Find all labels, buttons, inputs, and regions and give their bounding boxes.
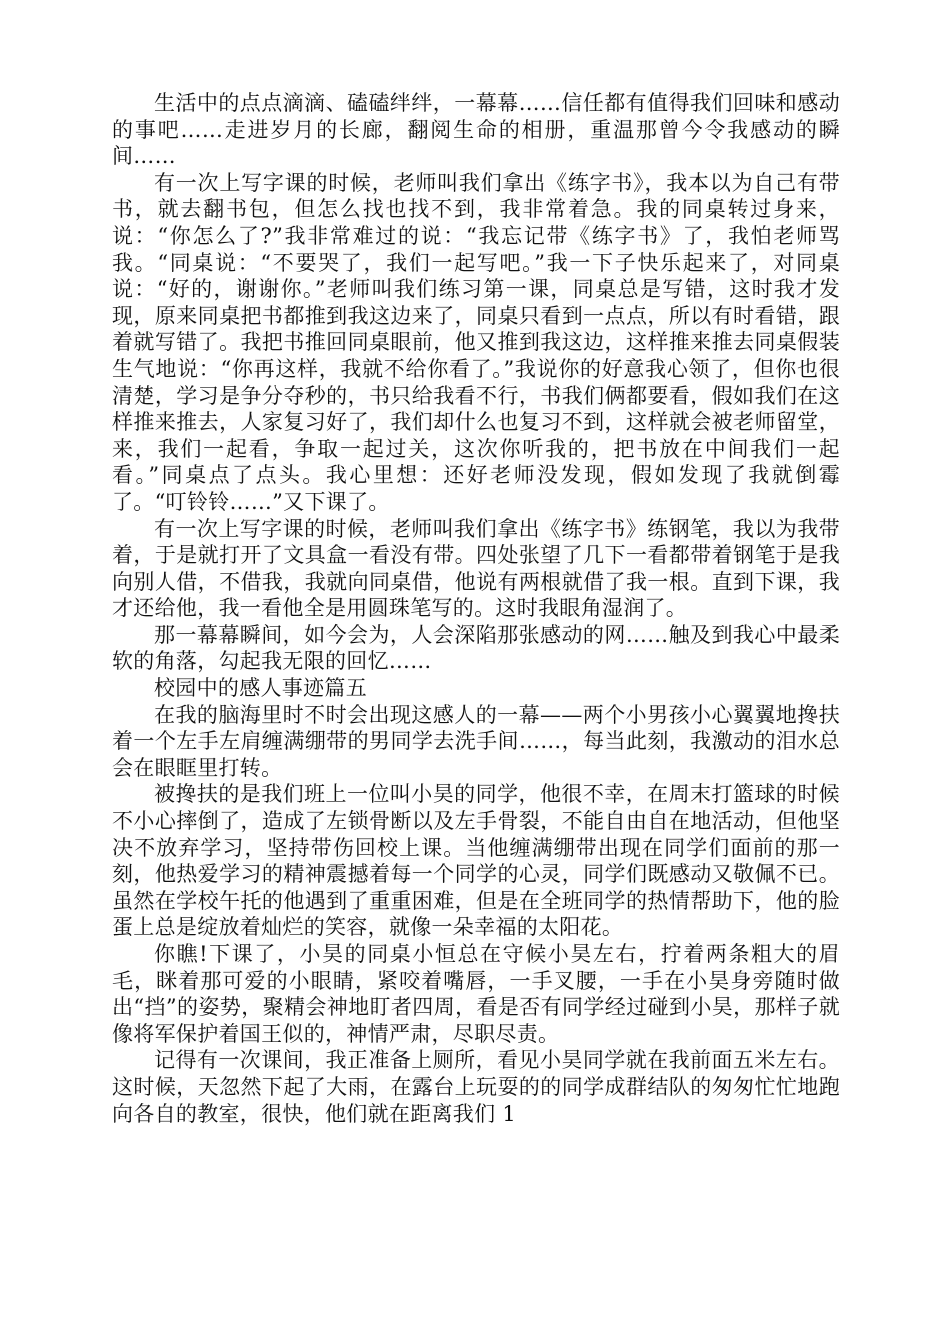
section-paragraph-2: 被搀扶的是我们班上一位叫小昊的同学，他很不幸，在周末打篮球的时候不小心摔倒了，造成了左锁骨断以及左手骨裂，不能自由自在地活动，但他坚决不放弃学习，坚持带伤回校上课。当他缠满绷带出现在同学们面前的那一刻，他热爱学习的精神震撼着每一个同学的心灵，同学们既感动又敬佩不已。虽然在学校午托的他遇到了重重困难，但是在全班同学的热情帮助下，他的脸蛋上总是绽放着灿烂的笑容，就像一朵幸福的太阳花。 <box>112 782 840 940</box>
document-page <box>112 90 840 1127</box>
section-heading: 校园中的感人事迹篇五 <box>154 676 367 701</box>
section-paragraph-1: 在我的脑海里时不时会出现这感人的一幕——两个小男孩小心翼翼地搀扶着一个左手左肩缠满绷带的男同学去洗手间……，每当此刻，我激动的泪水总会在眼眶里打转。 <box>112 702 840 780</box>
closing-paragraph: 那一幕幕瞬间，如今会为，人会深陷那张感动的网……触及到我心中最柔软的角落，勾起我无限的回忆…… <box>112 622 840 674</box>
story-paragraph-1: 有一次上写字课的时候，老师叫我们拿出《练字书》，我本以为自己有带书，就去翻书包，但怎么找也找不到，我非常着急。我的同桌转过身来，说：“你怎么了?”我非常难过的说：“我忘记带《练字书》了，我怕老师骂我。“同桌说：“不要哭了，我们一起写吧。”我一下子快乐起来了，对同桌说：“好的，谢谢你。”老师叫我们练习第一课，同桌总是写错，这时我才发现，原来同桌把书都推到我这边来了，同桌只看到一点点，所以有时看错，跟着就写错了。我把书推回同桌眼前，他又推到我这边，这样推来推去同桌假装生气地说：“你再这样，我就不给你看了。”我说你的好意我心领了，但你也很清楚，学习是争分夺秒的，书只给我看不行，书我们俩都要看，假如我们在这样推来推去，人家复习好了，我们却什么也复习不到，这样就会被老师留堂，来，我们一起看，争取一起过关，这次你听我的，把书放在中间我们一起看。”同桌点了点头。我心里想：还好老师没发现，假如发现了我就倒霉了。“叮铃铃……”又下课了。 <box>112 170 840 514</box>
story-paragraph-2: 有一次上写字课的时候，老师叫我们拿出《练字书》练钢笔，我以为我带着，于是就打开了文具盒一看没有带。四处张望了几下一看都带着钢笔于是我向别人借，不借我，我就向同桌借，他说有两根就借了我一根。直到下课，我才还给他，我一看他全是用圆珠笔写的。这时我眼角湿润了。 <box>112 516 840 621</box>
section-paragraph-3: 你瞧!下课了，小昊的同桌小恒总在守候小昊左右，拧着两条粗大的眉毛，眯着那可爱的小眼睛，紧咬着嘴唇，一手叉腰，一手在小昊身旁随时做出“挡”的姿势，聚精会神地盯者四周，看是否有同学经过碰到小昊，那样子就像将军保护着国王似的，神情严肃，尽职尽责。 <box>112 942 840 1046</box>
section-paragraph-4: 记得有一次课间，我正准备上厕所，看见小昊同学就在我前面五米左右。这时候，天忽然下起了大雨，在露台上玩耍的的同学成群结队的匆匆忙忙地跑向各自的教室，很快，他们就在距离我们 1 <box>112 1048 840 1126</box>
intro-paragraph: 生活中的点点滴滴、磕磕绊绊，一幕幕……信任都有值得我们回味和感动的事吧……走进岁月的长廊，翻阅生命的相册，重温那曾今令我感动的瞬间…… <box>112 91 840 169</box>
